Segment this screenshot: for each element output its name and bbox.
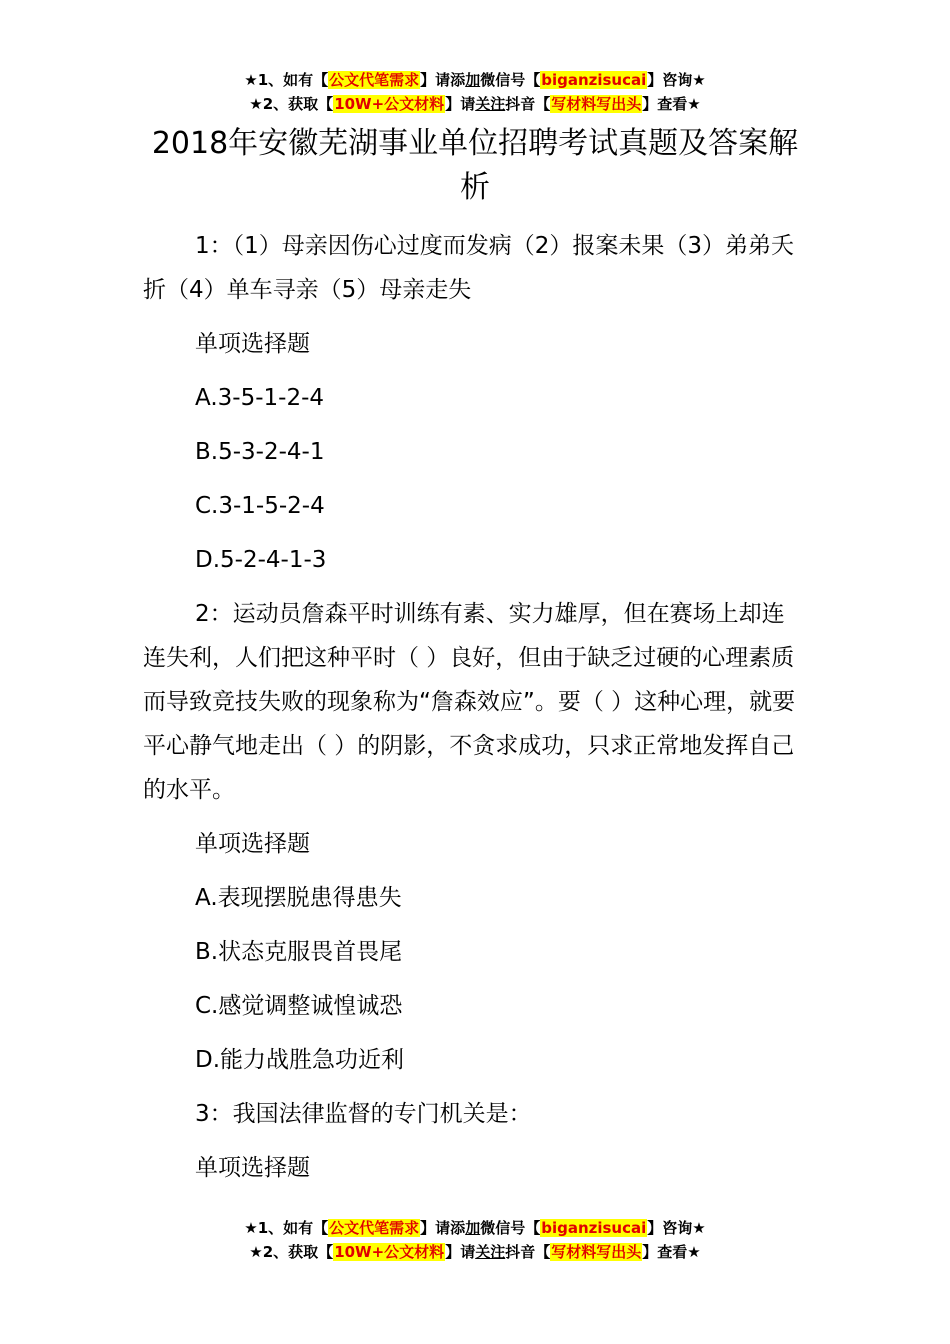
promo-underlined: 关注 — [475, 95, 506, 113]
promo-banner-bottom — [0, 1216, 950, 1264]
promo-highlight: 10W+公文材料 — [334, 95, 445, 113]
question-type: 单项选择题 — [195, 1155, 310, 1181]
document-body — [143, 224, 807, 1200]
promo-text: 】查看★ — [642, 1243, 701, 1261]
question-type: 单项选择题 — [195, 331, 310, 357]
promo-text: 抖音【 — [505, 1243, 551, 1261]
promo-text: 微信号【 — [480, 1219, 541, 1237]
promo-text: ★2、获取【 — [249, 1243, 334, 1261]
promo-banner-top — [0, 68, 950, 116]
question-stem: 1：（1）母亲因伤心过度而发病（2）报案未果（3）弟弟夭折（4）单车寻亲（5）母亲走失 — [143, 233, 795, 303]
promo-text: 】请添 — [420, 1219, 466, 1237]
promo-highlight: 10W+公文材料 — [334, 1243, 445, 1261]
promo-line-1 — [0, 68, 950, 92]
answer-option: B.5-3-2-4-1 — [195, 439, 325, 465]
promo-text: 】查看★ — [642, 95, 701, 113]
answer-option: A.3-5-1-2-4 — [195, 385, 325, 411]
promo-highlight: 写材料写出头 — [551, 1243, 642, 1261]
answer-option: C.3-1-5-2-4 — [195, 493, 325, 519]
promo-text: 】请 — [445, 1243, 476, 1261]
document-title: 2018年安徽芜湖事业单位招聘考试真题及答案解析 — [151, 126, 799, 205]
promo-underlined: 关注 — [475, 1243, 506, 1261]
promo-text: 】咨询★ — [647, 71, 706, 89]
answer-option: B.状态克服畏首畏尾 — [195, 939, 403, 965]
promo-text: 微信号【 — [480, 71, 541, 89]
answer-option: A.表现摆脱患得患失 — [195, 885, 402, 911]
answer-option: D.能力战胜急功近利 — [195, 1047, 405, 1073]
question-stem: 2：运动员詹森平时训练有素、实力雄厚，但在赛场上却连连失利，人们把这种平时（ ）良好，但由于缺乏过硬的心理素质而导致竞技失败的现象称为“詹森效应”。要（ ）这种心理，就要平心静气地走出（ ）的阴影，不贪求成功，只求正常地发挥自己的水平。 — [143, 601, 796, 803]
question-type: 单项选择题 — [195, 831, 310, 857]
promo-line-1 — [0, 1216, 950, 1240]
promo-text: ★1、如有【 — [244, 71, 329, 89]
answer-option: D.5-2-4-1-3 — [195, 547, 327, 573]
promo-underlined: 加 — [465, 71, 481, 89]
promo-text: ★1、如有【 — [244, 1219, 329, 1237]
promo-highlight: 公文代笔需求 — [329, 1219, 420, 1237]
promo-highlight: biganzisucai — [541, 71, 647, 89]
promo-underlined: 加 — [465, 1219, 481, 1237]
answer-option: C.感觉调整诚惶诚恐 — [195, 993, 403, 1019]
promo-text: 】请 — [445, 95, 476, 113]
promo-text: 】请添 — [420, 71, 466, 89]
question-stem: 3：我国法律监督的专门机关是： — [195, 1101, 532, 1127]
promo-line-2 — [0, 92, 950, 116]
promo-text: ★2、获取【 — [249, 95, 334, 113]
promo-highlight: 公文代笔需求 — [329, 71, 420, 89]
promo-highlight: 写材料写出头 — [551, 95, 642, 113]
promo-line-2 — [0, 1240, 950, 1264]
promo-text: 】咨询★ — [647, 1219, 706, 1237]
promo-highlight: biganzisucai — [541, 1219, 647, 1237]
promo-text: 抖音【 — [505, 95, 551, 113]
